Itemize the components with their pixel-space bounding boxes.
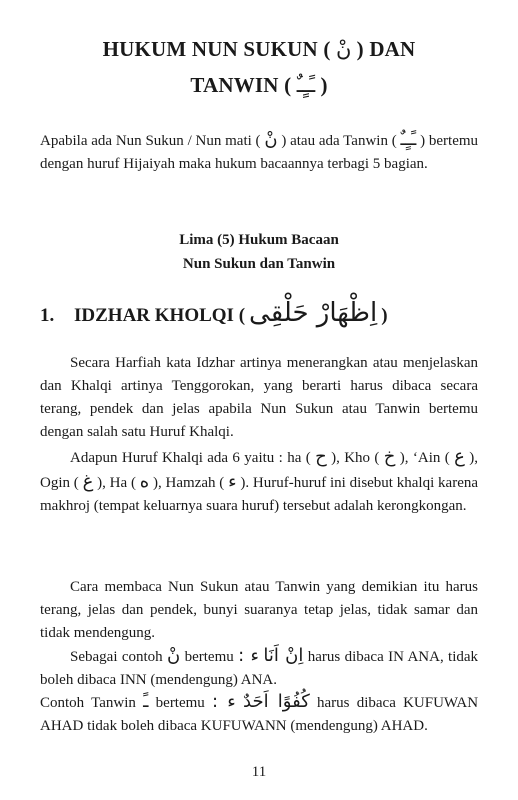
page-title-line2 [40, 70, 478, 100]
section-number: 1. [40, 305, 55, 326]
title-text-2-end: ) [320, 73, 328, 97]
page-number: 11 [251, 764, 267, 780]
example-nun-symbol: نْ [167, 645, 181, 666]
text-segment: ). Huruf-huruf ini disebut khalqi karena makhroj (tempat keluarnya suara huruf) tersebut adalah kerongkongan. [40, 475, 479, 514]
intro-text-3: ) bertemu dengan huruf Hijaiyah maka hukum bacaannya terbagi 5 bagian. [40, 133, 479, 172]
intro-text-2: ) atau ada Tanwin ( [281, 133, 397, 149]
text-segment: bertemu [155, 695, 205, 711]
intro-nun-symbol: نْ [264, 129, 278, 150]
text-segment: bertemu [184, 649, 234, 665]
text-segment: harus dibaca IN ANA, tidak boleh dibaca INN (mendengung) ANA. [40, 649, 479, 688]
text-segment: Adapun Huruf Khalqi ada 6 yaitu : ha ( [70, 450, 311, 466]
tanwin-example-paragraph [40, 690, 478, 738]
intro-tanwin-symbol: ـًـٍـٌ [400, 129, 417, 150]
tanwin-symbol: ـًـٍـٌ [296, 73, 316, 97]
text-segment: Contoh Tanwin [40, 695, 136, 711]
letter-kho: خ [383, 446, 396, 467]
subheading-line2: Nun Sukun dan Tanwin [182, 256, 336, 272]
section-arabic-title: اِظْهَارْ حَلْقِى [249, 298, 378, 328]
example-hamzah: ء : [238, 645, 259, 666]
text-segment: ), Hamzah ( [153, 475, 225, 491]
letter-ogin: غ [82, 471, 94, 492]
page-title-line1 [40, 34, 478, 64]
reading-method-paragraph: Cara membaca Nun Sukun atau Tanwin yang demikian itu harus terang, jelas dan pendek, bunyi suaranya tetap jelas, tidak samar dan tidak mendengung. [40, 579, 478, 641]
intro-paragraph [40, 128, 478, 176]
example-arabic-kufuwan-ahad: كُفُوًا اَحَدٌ [243, 691, 310, 712]
letter-hamzah: ء [228, 471, 237, 492]
section-title: IDZHAR KHOLQI ( [74, 305, 246, 326]
definition-paragraph: Secara Harfiah kata Idzhar artinya menerangkan atau menjelaskan dan Khalqi artinya Tenggorokan, yang berarti harus dibaca secara terang, pendek dan jelas apabila Nun Sukun atau Tanwin bertemu dengan salah satu Huruf Khalqi. [40, 355, 478, 440]
huruf-khalqi-paragraph [40, 445, 478, 518]
text-segment: ), Ha ( [97, 475, 136, 491]
text-segment: harus dibaca KUFUWAN AHAD tidak boleh dibaca KUFUWANN (mendengung) AHAD. [40, 695, 479, 734]
title-text-2: TANWIN ( [190, 73, 292, 97]
title-text: HUKUM NUN SUKUN ( [102, 37, 331, 61]
nun-sukun-symbol: نْ [336, 37, 352, 61]
text-segment: ), ‘Ain ( [399, 450, 450, 466]
section-heading [40, 296, 478, 333]
intro-text-1: Apabila ada Nun Sukun / Nun mati ( [40, 133, 261, 149]
nun-example-paragraph [40, 644, 478, 692]
example-hamzah-2: ء : [212, 691, 236, 712]
text-segment: ), Ogin ( [40, 450, 479, 491]
text-segment: ), Kho ( [331, 450, 380, 466]
example-tanwin-symbol: ـً [143, 691, 149, 712]
text-segment: Sebagai contoh [70, 649, 163, 665]
example-arabic-in-ana: اِنْ اَنَا [263, 645, 304, 666]
section-title-end: ) [381, 305, 388, 326]
letter-ha2: ه [139, 471, 150, 492]
letter-ha: ح [315, 446, 327, 467]
subheading-line1: Lima (5) Hukum Bacaan [179, 232, 339, 248]
title-text-end: ) DAN [356, 37, 416, 61]
letter-ain: ع [454, 446, 465, 467]
